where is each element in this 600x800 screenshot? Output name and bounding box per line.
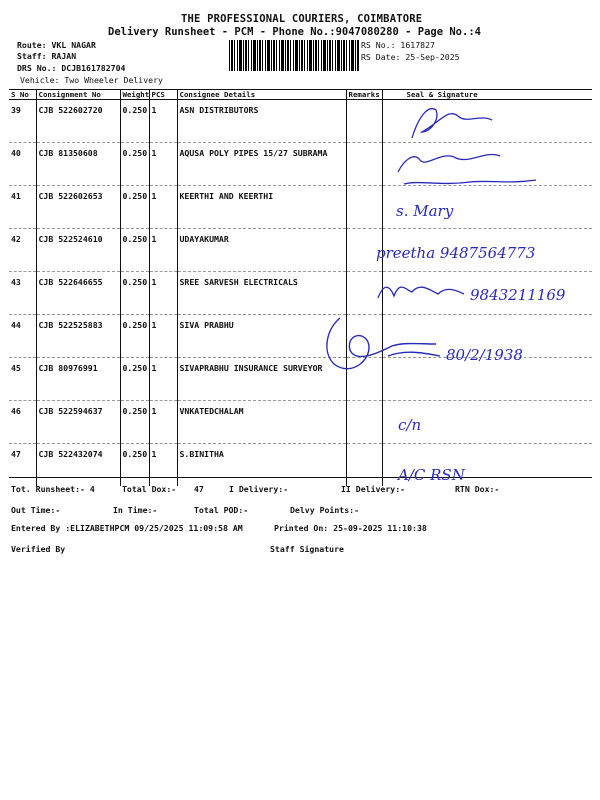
weight-cell: 0.250 bbox=[120, 358, 149, 401]
pcs-cell: 1 bbox=[149, 315, 177, 358]
sno-cell: 44 bbox=[9, 315, 36, 358]
column-header-remarks: Remarks bbox=[346, 90, 382, 100]
rtn-dox: RTN Dox:- bbox=[455, 484, 500, 494]
sno-cell: 43 bbox=[9, 272, 36, 315]
sno-cell: 45 bbox=[9, 358, 36, 401]
entered-by: Entered By :ELIZABETHPCM 09/25/2025 11:09:58 AM bbox=[11, 523, 243, 533]
pcs-cell: 1 bbox=[149, 358, 177, 401]
weight-cell: 0.250 bbox=[120, 229, 149, 272]
handwriting-row45: 80/2/1938 bbox=[446, 346, 523, 364]
consignment-cell: CJB 522602720 bbox=[36, 100, 120, 143]
column-header-consignee: Consignee Details bbox=[177, 90, 346, 100]
weight-cell: 0.250 bbox=[120, 272, 149, 315]
staff-label: Staff: RAJAN bbox=[17, 51, 77, 61]
consignment-cell: CJB 522432074 bbox=[36, 444, 120, 487]
consignee-cell: AQUSA POLY PIPES 15/27 SUBRAMA bbox=[177, 143, 346, 186]
sno-cell: 47 bbox=[11, 449, 21, 459]
consignment-cell: CJB 81350608 bbox=[36, 143, 120, 186]
handwriting-row47: A/C RSN bbox=[398, 466, 465, 484]
handwriting-row42: preetha 9487564773 bbox=[376, 244, 536, 262]
pcs-cell: 1 bbox=[149, 186, 177, 229]
signature-scribble-row39 bbox=[412, 109, 492, 138]
out-time: Out Time:- bbox=[11, 505, 61, 515]
pcs-cell: 1 bbox=[149, 229, 177, 272]
consignment-cell: CJB 522525883 bbox=[36, 315, 120, 358]
sno-cell: 42 bbox=[9, 229, 36, 272]
rs-date: RS Date: 25-Sep-2025 bbox=[361, 52, 460, 62]
weight-cell: 0.250 bbox=[120, 143, 149, 186]
handwriting-row43: 9843211169 bbox=[470, 286, 566, 304]
pcs-cell: 1 bbox=[149, 444, 177, 487]
total-pod: Total POD:- bbox=[194, 505, 249, 515]
signature-scribble-row43 bbox=[378, 287, 464, 298]
weight-cell: 0.250 bbox=[120, 100, 149, 143]
vehicle-label: Vehicle: Two Wheeler Delivery bbox=[20, 75, 163, 85]
i-delivery: I Delivery:- bbox=[229, 484, 289, 494]
ii-delivery: II Delivery:- bbox=[341, 484, 406, 494]
tot-runsheet: Tot. Runsheet:- 4 bbox=[11, 484, 95, 494]
rs-number: RS No.: 1617827 bbox=[361, 40, 435, 50]
sno-cell: 41 bbox=[9, 186, 36, 229]
column-header-consignment: Consignment No bbox=[36, 90, 120, 100]
weight-cell: 0.250 bbox=[120, 186, 149, 229]
consignee-cell: SIVA PRABHU bbox=[177, 315, 346, 358]
consignee-cell: SIVAPRABHU INSURANCE SURVEYOR bbox=[177, 358, 346, 401]
handwriting-row46: c/n bbox=[398, 416, 422, 434]
signature-scribble-row40 bbox=[398, 154, 536, 184]
pcs-cell: 1 bbox=[149, 143, 177, 186]
weight-cell: 0.250 bbox=[120, 315, 149, 358]
weight-cell: 0.250 bbox=[120, 444, 149, 487]
pcs-cell: 1 bbox=[149, 272, 177, 315]
route-label: Route: VKL NAGAR bbox=[17, 40, 96, 50]
column-header-weight: Weight bbox=[120, 90, 149, 100]
company-title: THE PROFESSIONAL COURIERS, COIMBATORE bbox=[181, 13, 423, 25]
consignee-cell: SREE SARVESH ELECTRICALS bbox=[177, 272, 346, 315]
sno-cell: 46 bbox=[9, 401, 36, 444]
verified-by: Verified By bbox=[11, 544, 66, 554]
consignment-cell: CJB 522602653 bbox=[36, 186, 120, 229]
staff-signature: Staff Signature bbox=[270, 544, 344, 554]
column-header-pcs: PCS bbox=[149, 90, 177, 100]
consignee-cell: UDAYAKUMAR bbox=[177, 229, 346, 272]
consignee-cell: ASN DISTRIBUTORS bbox=[177, 100, 346, 143]
total-dox-label: Total Dox:- bbox=[122, 484, 177, 494]
printed-on: Printed On: 25-09-2025 11:10:38 bbox=[274, 523, 427, 533]
consignment-cell: CJB 80976991 bbox=[36, 358, 120, 401]
consignment-cell: CJB 522594637 bbox=[36, 401, 120, 444]
consignee-cell: VNKATEDCHALAM bbox=[177, 401, 346, 444]
sno-cell: 39 bbox=[9, 100, 36, 143]
column-header-sno: S No bbox=[9, 90, 36, 100]
total-dox-value: 47 bbox=[194, 484, 204, 494]
weight-cell: 0.250 bbox=[120, 401, 149, 444]
runsheet-subtitle: Delivery Runsheet - PCM - Phone No.:9047080280 - Page No.:4 bbox=[108, 26, 481, 38]
consignee-cell: S.BINITHA bbox=[177, 444, 346, 487]
signature-scribble-row45 bbox=[327, 318, 440, 369]
drs-number: DRS No.: DCJB161782704 bbox=[17, 63, 126, 73]
pcs-cell: 1 bbox=[149, 100, 177, 143]
sno-cell: 40 bbox=[9, 143, 36, 186]
consignment-cell: CJB 522646655 bbox=[36, 272, 120, 315]
consignee-cell: KEERTHI AND KEERTHI bbox=[177, 186, 346, 229]
handwriting-row41: s. Mary bbox=[396, 202, 454, 220]
pcs-cell: 1 bbox=[149, 401, 177, 444]
in-time: In Time:- bbox=[113, 505, 158, 515]
delvy-points: Delvy Points:- bbox=[290, 505, 360, 515]
column-header-seal-signature: Seal & Signature bbox=[382, 90, 592, 100]
consignment-cell: CJB 522524610 bbox=[36, 229, 120, 272]
